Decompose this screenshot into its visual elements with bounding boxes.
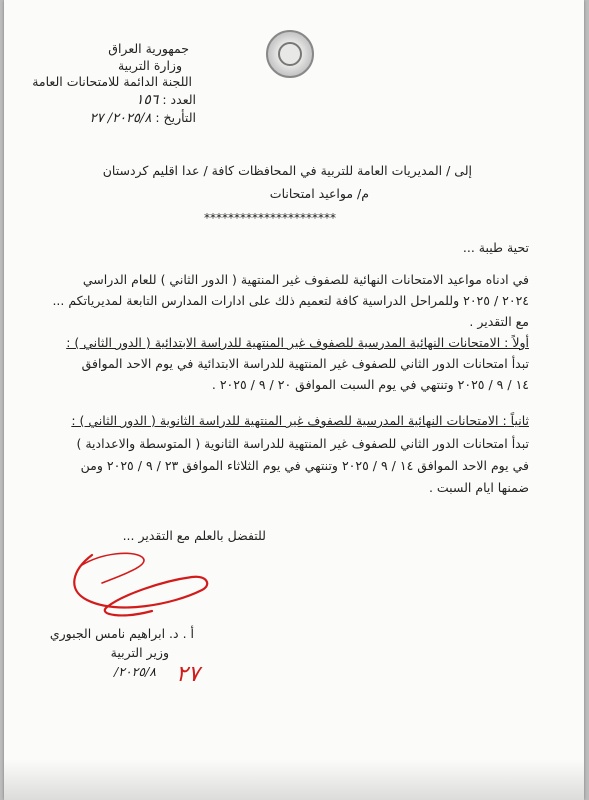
- header-country: جمهورية العراق: [108, 41, 189, 56]
- header-date-value: ٢٠٢٥/٨/ ٢٧: [89, 111, 152, 126]
- signatory-date-printed: ٢٠٢٥/٨/: [114, 664, 156, 679]
- subject: م/ مواعيد امتحانات: [269, 186, 369, 201]
- intro-line-3: مع التقدير .: [469, 314, 529, 329]
- addressee: إلى / المديريات العامة للتربية في المحافظات كافة / عدا اقليم كردستان: [102, 163, 472, 178]
- document-page: [4, 0, 584, 800]
- intro-line-1: في ادناه مواعيد الامتحانات النهائية للصفوف غير المنتهية ( الدور الثاني ) للعام الدراسي: [82, 272, 529, 287]
- header-number: [136, 92, 196, 108]
- header-date: [90, 110, 196, 126]
- signatory-date-handwritten: ٢٧: [176, 662, 200, 687]
- section-second-line-3: ضمنها ايام السبت .: [428, 480, 529, 495]
- section-first-line-1: تبدأ امتحانات الدور الثاني للصفوف غير المنتهية للدراسة الابتدائية في يوم الاحد الموافق: [81, 356, 529, 371]
- header-date-label: التأريخ :: [155, 110, 196, 125]
- separator-stars: **********************: [204, 211, 336, 225]
- page-shadow: [4, 760, 584, 800]
- section-first-line-2: ١٤ / ٩ / ٢٠٢٥ وتنتهي في يوم السبت الموافق ٢٠ / ٩ / ٢٠٢٥ .: [211, 377, 529, 392]
- section-second-line-1: تبدأ امتحانات الدور الثاني للصفوف غير المنتهية للدراسة الثانوية ( المتوسطة والاعدادية ): [76, 436, 529, 451]
- signatory-title: وزير التربية: [110, 645, 169, 660]
- section-second-line-2: في يوم الاحد الموافق ١٤ / ٩ / ٢٠٢٥ وتنتهي في يوم الثلاثاء الموافق ٢٣ / ٩ / ٢٠٢٥ ومن: [80, 458, 529, 473]
- header-ministry: وزارة التربية: [117, 58, 182, 73]
- ministry-emblem-icon: [266, 30, 314, 78]
- greeting: تحية طيبة ...: [462, 240, 529, 255]
- header-number-value: ١٥٦: [135, 92, 159, 108]
- section-second-heading: ثانياً : الامتحانات النهائية المدرسية للصفوف غير المنتهية للدراسة الثانوية ( الدور الثاني ) :: [71, 413, 529, 428]
- intro-line-2: ٢٠٢٤ / ٢٠٢٥ وللمراحل الدراسية كافة لتعميم ذلك على ادارات المدارس التابعة لمديرياتكم ...: [52, 293, 529, 308]
- handwritten-signature: [62, 545, 212, 625]
- header-number-label: العدد :: [162, 92, 196, 107]
- section-first-heading: أولاً : الامتحانات النهائية المدرسية للصفوف غير المنتهية للدراسة الابتدائية ( الدور الثاني ) :: [66, 335, 529, 350]
- signatory-name: أ . د. ابراهيم نامس الجبوري: [49, 626, 194, 641]
- header-committee: اللجنة الدائمة للامتحانات العامة: [32, 74, 192, 89]
- closing: للتفضل بالعلم مع التقدير ...: [122, 528, 266, 543]
